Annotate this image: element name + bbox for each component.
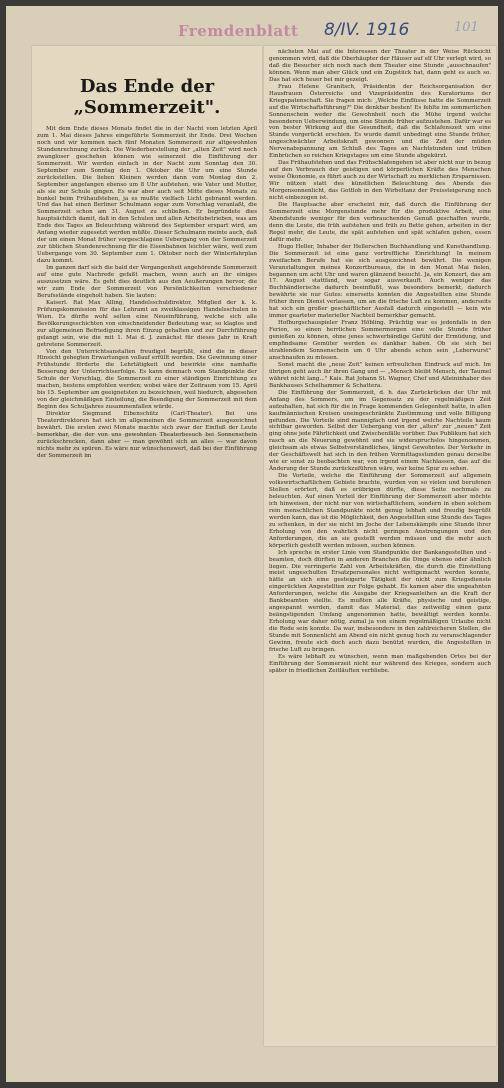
paragraph: Kaiserl. Rat Max Alling, Handelsschuldirektor, Mitglied der k. k. Prüfungskommission für das Lehramt an zweiklassigen Handelsschulen in Wien. Es dürfte wohl selten eine Neueinführung, welche sich alle Bevölkerungsschichten von einschneidender Bedeutung war, so klaglos und zur allgemeinen Befriedigung ihren Einzug gehalten und zur Durchführung gelangt sein, wie die mit 1. Mai d. J. zunächst für dieses Jahr in Kraft getretene Sommerzeit.	[37, 299, 257, 348]
paragraph: Ich spreche in erster Linie vom Standpunkte der Bankangestellten und -beamten, doch dürften in anderen Branchen die Dinge ebenso oder ähnlich liegen. Die verringerte Zahl von Arbeitskräften, die durch die Einstellung meist ungeschulten Ersatzpersonales nicht wettgemacht werden konnte, hätte an sich eine gesteigerte Tätigkeit der nicht zum Kriegsdienste eingerückten Angestellten zur Folge gehabt. Es kamen aber die ungeahnten Anforderungen, welche die Ausgabe der Kriegsanleihen an die Kraft der Bankbeamten stellte. Es mußten alle Kräfte, physische und geistige, angespannt werden, damit das Material, das zeitweilig einen ganz beängstigenden Umfang angenommen hatte, bewältigt werden konnte. Erholung war daher nötig, zumal ja von einem regelmäßigen Urlaube nicht die Rede sein konnte. Da war, insbesondere in den zahlreicheren Stellen, die Stunde mit Sonnenlicht am Abend ein nicht genug hoch zu veranschlagender Gewinn, freute sich doch auch dazu benützt wurden, die Angestellten in frische Luft zu bringen.	[269, 549, 491, 653]
paragraph: Das Frühaufstehen und das Frühschlafengehen ist aber nicht nur in bezug auf den Verbrauch der geistigen und körperlichen Kräfte des Menschen weise Ökonomie, es führt auch zu der Wirtschaft zu merklichen Ersparnissen. Wir nützen statt des künstlichen Beleuchtung des Abends das Morgensonnenlicht, das Gottlob in den Wirbeltanz der Preissteigerung noch nicht einbezogen ist.	[269, 160, 491, 202]
newspaper-name-stamp: Fremdenblatt	[178, 22, 299, 40]
paragraph: Direktor Siegmund Eibenschütz (Carl-Theater). Bei uns Theaterdirektoren hat sich im allgemeinen die Sommerzeit ausgezeichnet bewährt. Die ersten zwei Monate machte sich zwar der Einfluß der Leute bemerkbar, die der von uns gewohnten Theaterbesuch bei Sonnenschein zurückschrecken, dann aber — man gewöhnt sich an alles — war davon nichts mehr zu spüren. Es wäre nur wünschenswert, daß bei der Einführung der Sommerzeit im	[37, 411, 257, 459]
archive-sheet	[6, 6, 498, 1082]
paragraph: Es wäre lebhaft zu wünschen, wenn man maßgebenden Ortes bei der Einführung der Sommerzeit nicht nur während des Krieges, sondern auch später in friedlichen Zeitläuften verbliebe.	[269, 653, 491, 674]
paragraph: Von den Unterrichtsanstalten freudigst begrüßt, sind die in dieser Hinsicht gehegten Erwartungen vollauf erfüllt worden. Die Gewinnung einer Frühstunde förderte die Lehrtätigkeit und bewirkte eine namhafte Besserung der Unterrichtserfolge. Es kann demnach vom Standpunkte der Schule der Vorschlag, die Sommerzeit zu einer ständigen Einrichtung zu machen, bestens empfohlen werden; wobei wäre der Zeitraum vom 15. April bis 15. September am geeignetsten zu bezeichnen, weil hiedurch, abgesehen von der gleichmäßigen Einteilung, die Beendigung der Sommerzeit mit dem Beginn des Schuljahres zusammenfallen würde.	[37, 348, 257, 411]
handwritten-number: 101	[454, 20, 479, 35]
paragraph: Im ganzen darf sich die bald der Vergangenheit angehörende Sommerzeit auf eine gute Nachrede gefaßt machen, wenn auch an ihr einiges auszusetzen wäre. Es geht dies deutlich aus den Aeußerungen hervor, die wir zum Ende der Sommerzeit von Persönlichkeiten verschiedener Berufsstände eingeholt haben. Sie lauten:	[37, 265, 257, 299]
paragraph: nächsten Mai auf die Interessen der Theater in der Weise Rücksicht genommen wird, daß die Oberhäupter der Häuser auf elf Uhr verlegt wird, so daß die Besucher sich noch nach dem Theater eine Stunde „ausschnaufen" können. Wenn man aber Glück und ein Zugstück hat, dann geht es auch so. Das hat sich heuer bei mir gezeigt.	[269, 49, 491, 83]
left-column-text	[32, 126, 262, 460]
right-column-text	[264, 46, 496, 675]
paragraph: Hofburgschauspieler Franz Höbling. Prächtig war es jedenfalls in den Ferien, so einen herrlichen Sommermorgen eine volle Stunde früher genießen zu können, ohne jenes schwerbändige Gefühl der Ermüdung, und empfindsame Gemüter werden es dankbar haben. Ob sie sich bei strahlendem Sonnenschein um 6 Uhr abends schon sein „Leberwurst" anschnaufen zu müssen.	[269, 320, 491, 361]
paragraph: Hugo Heller, Inhaber der Hellerschen Buchhandlung und Kunsthandlung. Die Sommerzeit ist eine ganz vortreffliche Einrichtung! In meinem zweifachen Berufe hat sie sich ausgezeichnet bewährt. Die wenigen Veranstaltungen meines Konzertbureaus, die in den Monat Mai fielen, begannen um acht Uhr und waren glänzend besucht. Ja, ein Konzert, das am 17. August stattfand, war sogar ausverkauft. Auch weniger das Buchhändlerische dadurch beeinflußt, was besonders bemerkt, dadurch bewährte sie nur Gutes: einerseits konnten die Angestellten eine Stunde früher ihren Dienst verlassen, um an die frische Luft zu kommen, anderseits hat sich ein großer geschäftlicher Ausfall dadurch eingestellt — kein wie immer gearteter materieller Nachteil bemerkbar gemacht.	[269, 243, 491, 320]
article-title: Das Ende der „Sommerzeit".	[73, 76, 221, 118]
paragraph: Mit dem Ende dieses Monats findet die in der Nacht vom letzten April zum 1. Mai dieses Jahres eingeführte Sommerzeit ihr Ende. Drei Wochen noch und wir kommen nach fünf Monaten Sommerzeit zur altgewohnten Stundenrechnung zurück. Die Wiederherstellung der „alten Zeit" wird noch zwangloser geschehen können wie seinerzeit die Einführung der Sommerzeit. Wir werden einfach in der Nacht zum Sonntag den 30. September zum Sonntag den 1. Oktober die Uhr um eine Stunde zurückstellen. Die lieben Kleinen werden dann vom Montag den 2. September angefangen ebenso um 8 Uhr aufstehen, wie Vater und Mutter, als sie zur Schule gingen. Es war aber auch seit Mitte dieses Monats zu bunkel beim Frühaufstehen, ja es mußte vielfach Licht gebrannt werden. Und das hat einen Berliner Schulmann sogar zum Vorschlag veranlaßt, die Sommerzeit schon am 31. August zu schließen. Er begründete dies hauptsächlich damit, daß in den Schulen und allen Arbeitsbetrieben, was am Ende des Tages an Beleuchtung während des September erspart wird, am Anfang wieder zugesetzt werden müßte. Dieser Schulmann meinte auch, daß der um einen Monat früher vorgeschlagene Uebergang von der Sommerzeit zur üblichen Stundenrechnung für die Eisenbahnen leichter wäre, weil zum Uebergange vom 30. September zum 1. Oktober noch der Winterfahrplan dazu kommt.	[37, 126, 257, 265]
paragraph: Die Vorteile, welche die Einführung der Sommerzeit auf allgemein volkswirtschaftlichem Gebiete brachte, wurden von so vielen und berufenen Stellen erörtert, daß es erübrigen dürfte, diese Seite nochmals zu beleuchten. Auf einen Vorteil der Einführung der Sommerzeit aber möchte ich hinweisen, der nicht nur von wirtschaftlichem, sondern in eben solchem rein menschlichen Standpunkte nicht genug lebhaft und freudig begrüßt werden kann, das ist die Möglichkeit, den Angestellten eine Stunde des Tages zu schenken, in der sie nicht im Joche der Lebenskämpfe eine Stunde ihrer Erholung von den wahrlich nicht geringen Anstrengungen und den Anforderungen, die an sie gestellt werden müssen und die mehr auch körperlich gestellt werden müssen, suchen können.	[269, 473, 491, 549]
clipping-right-column	[264, 46, 496, 1046]
paragraph: Sonst macht die „neue Zeit" keinen erfreulichen Eindruck auf mich. Im übrigen geht auch ihr ihren Gang und — „Mensch bleibt Mensch, der Taumel währet nicht lang..." Kais. Rat Johann St. Wagner, Chef und Alleininhaber des Bankhauses Schelhammer & Schattera.	[269, 361, 491, 389]
clipping-left-column	[32, 46, 262, 459]
paragraph: Frau Helene Granitsch, Präsidentin der Reichsorganisation der Hausfrauen Österreichs und Vizepräsidentin des Kuratoriums der Kriegspatenschaft. Sie fragen mich: „Welche Einflüsse hatte die Sommerzeit auf die Wirtschaftsführung?" Die denkbar besten! Es fehlte im sommerlichen Sonnenschein weder die Gewohnheit noch die Mühe irgend welche besonderen Ueberwindung, um eine Stunde früher aufzustehen. Dafür war es von bester Wirkung auf die Gesundheit, daß die Schlafenszeit um eine Stunde vorgerückt erschien. Es wurde damit unbedingt eine Stunde früher, ungeschwächter Arbeitskraft gewonnen und die Zeit der müden Nervenabspannung am Schluß des Tages an Nachtstunden und trüben Einbrüchen so reichen Kriegstages um eine Stunde abgekürzt.	[269, 83, 491, 160]
handwritten-date: 8/IV. 1916	[324, 20, 410, 40]
paragraph: Die Einführung der Sommerzeit, d. h. das Zurückrücken der Uhr mit Anfang des Sommers, um im Gegensatz zu der regelmäßigen Zeit aufzuhalten, hat sich für die in Frage kommenden Gelegenheit hatte, in allen kaufmännischen Kreisen uneingeschränkte Zustimmung und volle Billigung gefunden. Die Vorteile sind mannigfach und irgend welche Nachteile kaum sichtbar geworden. Selbst der Uebergang von der „alten" zur „neuen" Zeit ging ohne jede Fährlichkeit und Zwischenfälle vorüber. Das Publikum hat sich rasch an die Neuerung gewöhnt und sie widerspruchslos hingenommen, gleichsam als etwas Selbstverständliches, längst Gewohntes. Der Verkehr in der Geschäftswelt hat sich in den frühen Vormittagsstunden genau derselbe wie er sonst zu beobachten war, von irgend einem Nachlassen, das auf die Änderung der Stunde zurückzuführen wäre, war keine Spur zu sehen.	[269, 389, 492, 473]
paragraph: Die Hauptsache aber erscheint mir, daß durch die Einführung der Sommerzeit eine Morgenstunde mehr für die produktive Arbeit, eine Abendstunde weniger für den verbrauchenden Genuß geschaffen wurde, denn die Leute, die früh aufstehen und früh zu Bette gehen, arbeiten in der Regel mehr, die Leute, die spät aufstehen und spät schlafen gehen, essen dafür mehr.	[269, 201, 491, 243]
